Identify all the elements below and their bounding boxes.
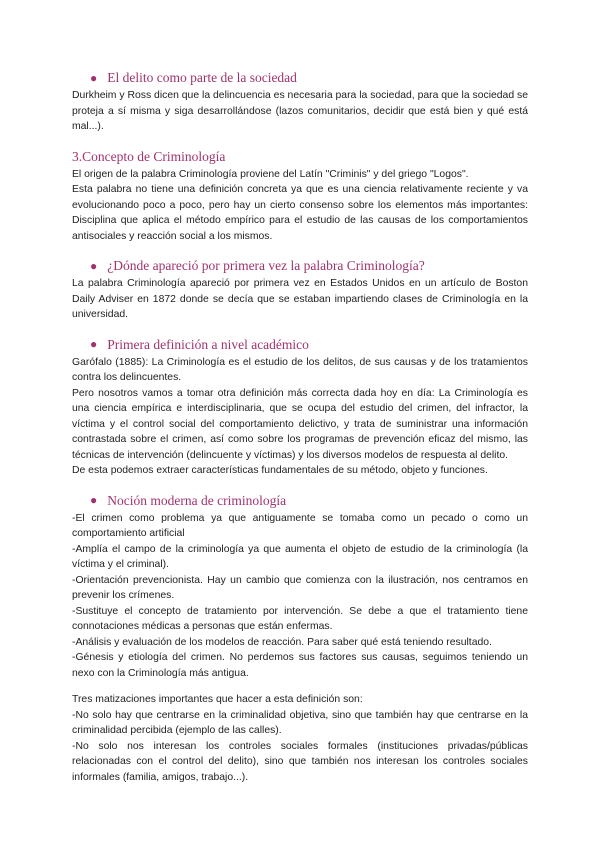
paragraph: Tres matizaciones importantes que hacer a esta definición son: (72, 694, 363, 705)
paragraph: El origen de la palabra Criminología proviene del Latín "Criminis" y del griego "Logos". (72, 168, 469, 180)
heading-text: ¿Dónde apareció por primera vez la palabra Criminología? (107, 258, 425, 273)
heading-text: Noción moderna de criminología (107, 492, 287, 508)
paragraph: Esta palabra no tiene una definición concreta ya que es una ciencia relativamente reciente y va evolucionando poco a poco, pero hay un cierto consenso sobre los elementos más importantes: Disciplina que aplica el método empírico para el estudio de las causas de los comportamientos antisociales y reacción social a los mismos. (72, 184, 528, 242)
bullet-icon: ● (90, 493, 98, 507)
section-primera-definicion (72, 337, 528, 479)
section-heading (90, 258, 528, 274)
paragraph: Pero nosotros vamos a tomar otra definición más correcta dada hoy en día: La Criminología es una ciencia empírica e interdisciplinaria, que se ocupa del estudio del crimen, del infractor, la víctima y el control social del comportamiento delictivo, y trata de suministrar una información contrastada sobre el crimen, así como sobre los programas de prevención eficaz del mismo, las técnicas de intervención (delincuente y víctimas) y los diversos modelos de respuesta al delito. (72, 387, 528, 461)
paragraph: Durkheim y Ross dicen que la delincuencia es necesaria para la sociedad, para que la sociedad se proteja a sí misma y siga desarrollándose (lazos comunitarios, decidir que está bien y qué está mal...). (72, 90, 528, 132)
paragraph: Garófalo (1885): La Criminología es el estudio de los delitos, de sus causas y de los tratamientos contra los delincuentes. (72, 356, 528, 383)
list-item: -No solo hay que centrarse en la criminalidad objetiva, sino que también hay que centrarse en la criminalidad percibida (ejemplo de las calles). (72, 709, 528, 736)
section-delito-sociedad (72, 70, 528, 135)
list-item: -El crimen como problema ya que antiguamente se tomaba como un pecado o como un comportamiento artificial (72, 512, 528, 539)
section-donde-aparecio (72, 258, 528, 323)
heading-text: El delito como parte de la sociedad (107, 70, 297, 85)
section-heading: 3.Concepto de Criminología (72, 148, 226, 164)
list-item: -Orientación prevencionista. Hay un cambio que comienza con la ilustración, nos centramos en prevenir los crímenes. (72, 574, 528, 601)
bullet-icon: ● (90, 258, 98, 273)
section-heading (90, 70, 528, 86)
section-nocion-moderna (72, 493, 528, 786)
paragraph: La palabra Criminología apareció por primera vez en Estados Unidos en un artículo de Boston Daily Adviser en 1872 donde se decía que se estaban impartiendo clases de Criminología en la universidad. (72, 278, 528, 320)
list-item: -Génesis y etiología del crimen. No perdemos sus factores sus causas, seguimos teniendo un nexo con la Criminología más antigua. (72, 652, 528, 679)
section-concepto-criminologia (72, 149, 528, 245)
list-item: -Amplía el campo de la criminología ya que aumenta el objeto de estudio de la criminología (la víctima y el criminal). (72, 543, 528, 570)
bullet-icon: ● (90, 70, 98, 85)
paragraph: De esta podemos extraer características fundamentales de su método, objeto y funciones. (72, 465, 488, 476)
list-item: -Análisis y evaluación de los modelos de reacción. Para saber qué está teniendo resultado. (72, 636, 492, 648)
section-heading (90, 493, 528, 509)
bullet-icon: ● (90, 337, 98, 351)
section-heading (90, 337, 528, 353)
heading-text: Primera definición a nivel académico (107, 336, 309, 352)
list-item: -Sustituye el concepto de tratamiento por intervención. Se debe a que el tratamiento tiene connotaciones médicas a personas que están enfermas. (72, 605, 528, 632)
list-item: -No solo nos interesan los controles sociales formales (instituciones privadas/públicas relacionadas con el control del delito), sino que también nos interesan los controles sociales informales (familia, amigos, trabajo...). (72, 740, 528, 783)
document-page (72, 70, 528, 785)
